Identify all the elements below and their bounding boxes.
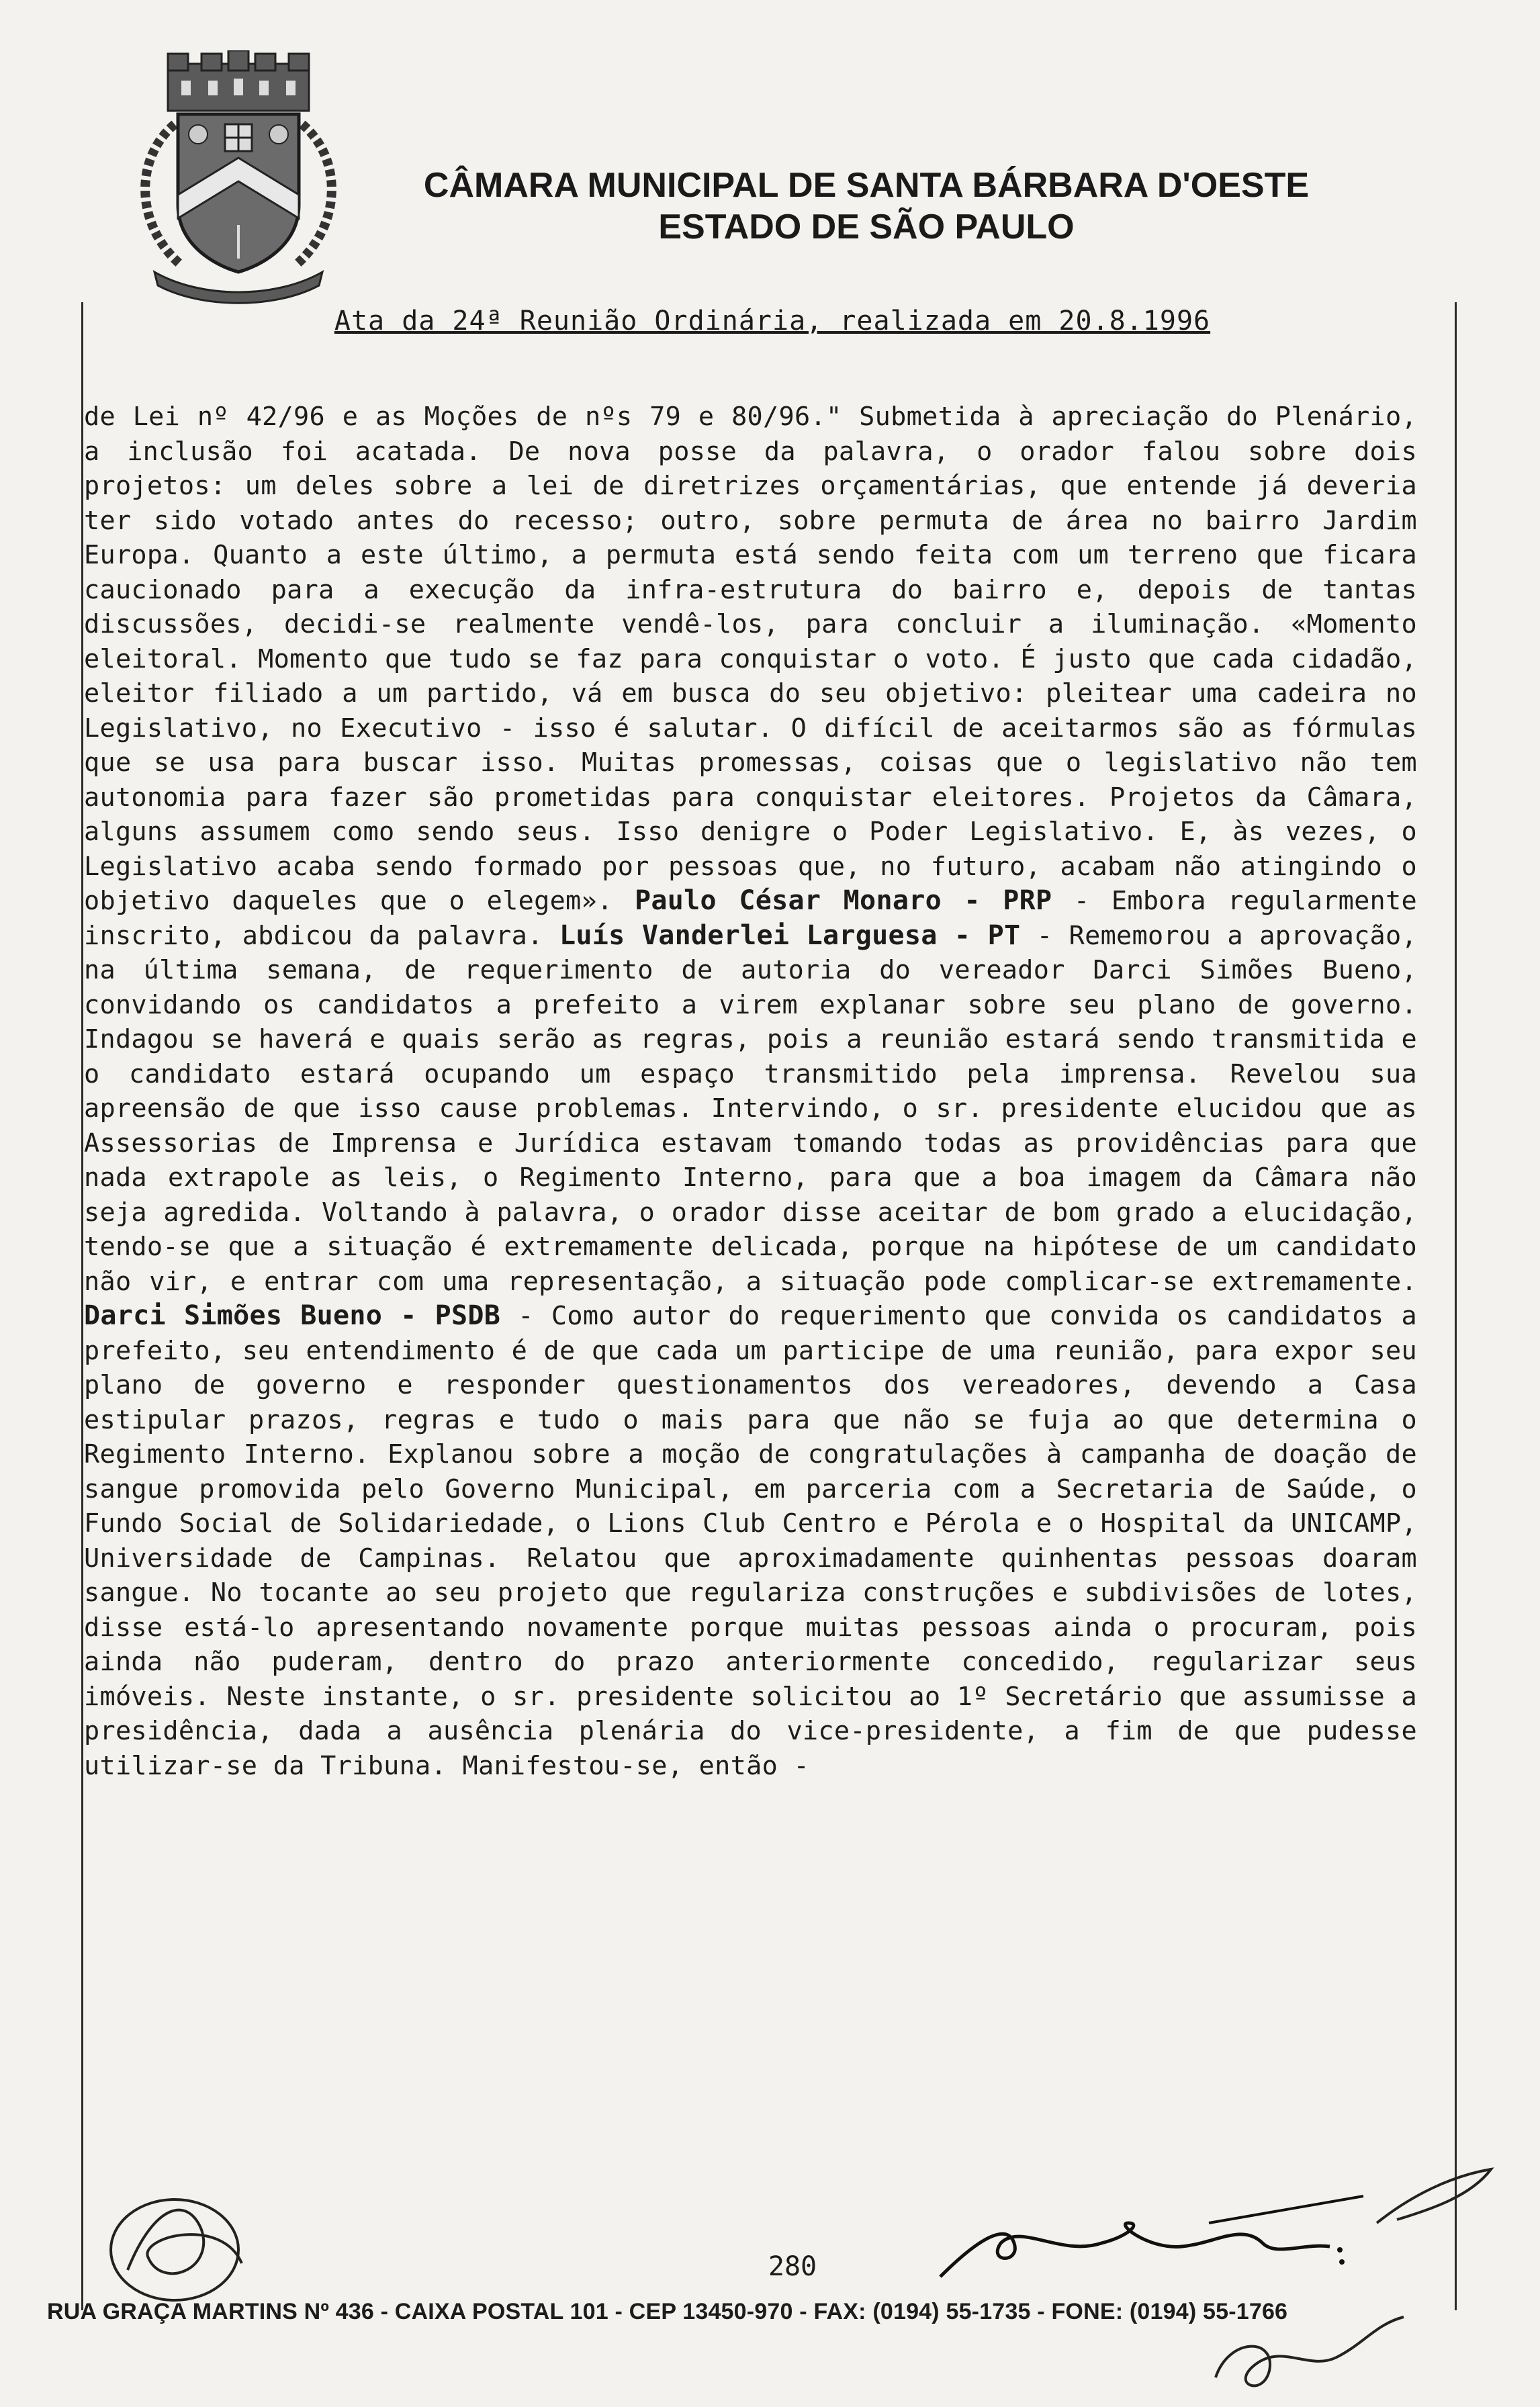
paragraph-3: - Rememorou a aprovação, na última semana, de requerimento de autoria do vereador Darci Simões Bueno, convidando os candidatos a prefeito a virem explanar sobre seu plano de governo. Indagou se haverá e quais serão as regras, pois a reunião estará sendo transmitida e o candidato estará ocupando um espaço transmitido pela imprensa. Revelou sua apreensão de que isso cause problemas. Intervindo, o sr. presidente elucidou que as Assessorias de Imprensa e Jurídica estavam tomando todas as providências para que nada extrapole as leis, o Regimento Interno, para que a boa imagem da Câmara não seja agredida. Voltando à palavra, o orador disse aceitar de bom grado a elucidação, tendo-se que a situação é extremamente delicada, porque na hipótese de um candidato não vir, e entrar com uma representação, a situação pode complicar-se extremamente. <box>84 920 1417 1297</box>
speaker-paulo-monaro: Paulo César Monaro - PRP <box>635 885 1052 916</box>
paragraph-2: - Embora regularmente inscrito, abdicou da palavra. <box>84 886 1417 951</box>
speaker-luis-larguesa: Luís Vanderlei Larguesa - PT <box>559 919 1021 951</box>
minutes-body <box>84 400 1417 1783</box>
page-number: 280 <box>768 2251 817 2282</box>
letterhead <box>403 165 1330 248</box>
signature-flourish-icon <box>1202 2310 1424 2404</box>
footer-address: RUA GRAÇA MARTINS Nº 436 - CAIXA POSTAL 101 - CEP 13450-970 - FAX: (0194) 55-1735 - FONE: (0194) 55-1766 <box>47 2299 1288 2324</box>
signature-bottom-right-icon <box>927 2183 1384 2290</box>
right-margin-rule <box>1455 302 1457 2310</box>
left-margin-rule <box>81 302 83 2310</box>
paragraph-1: de Lei nº 42/96 e as Moções de nºs 79 e 80/96." Submetida à apreciação do Plenário, a inclusão foi acatada. De nova posse da palavra, o orador falou sobre dois projetos: um deles sobre a lei de diretrizes orçamentárias, que entende já deveria ter sido votado antes do recesso; outro, sobre permuta de área no bairro Jardim Europa. Quanto a este último, a permuta está sendo feita com um terreno que ficara caucionado para a execução da infra-estrutura do bairro e, depois de tantas discussões, decidi-se realmente vendê-los, para concluir a iluminação. «Momento eleitoral. Momento que tudo se faz para conquistar o voto. É justo que cada cidadão, eleitor filiado a um partido, vá em busca do seu objetivo: pleitear uma cadeira no Legislativo, no Executivo - isso é salutar. O difícil de aceitarmos são as fórmulas que se usa para buscar isso. Muitas promessas, coisas que o legislativo não tem autonomia para fazer são prometidas para conquistar eleitores. Projetos da Câmara, alguns assumem como sendo seus. Isso denigre o Poder Legislativo. E, às vezes, o Legislativo acaba sendo formado por pessoas que, no futuro, acabam não atingindo o objetivo daqueles que o elegem». <box>84 402 1417 916</box>
institution-name: CÂMARA MUNICIPAL DE SANTA BÁRBARA D'OESTE <box>423 166 1310 205</box>
signature-initials-icon <box>1370 2156 1504 2236</box>
state-name: ESTADO DE SÃO PAULO <box>658 208 1075 246</box>
coat-of-arms-icon <box>128 50 349 306</box>
paragraph-4: - Como autor do requerimento que convida os candidatos a prefeito, seu entendimento é de que cada um participe de uma reunião, para expor seu plano de governo e responder questionamentos dos vereadores, devendo a Casa estipular prazos, regras e tudo o mais para que não se fuja ao que determina o Regimento Interno. Explanou sobre a moção de congratulações à campanha de doação de sangue promovida pelo Governo Municipal, em parceria com a Secretaria de Saúde, o Fundo Social de Solidariedade, o Lions Club Centro e Pérola e o Hospital da UNICAMP, Universidade de Campinas. Relatou que aproximadamente quinhentas pessoas doaram sangue. No tocante ao seu projeto que regulariza construções e subdivisões de lotes, disse está-lo apresentando novamente porque muitas pessoas ainda o procuram, pois ainda não puderam, dentro do prazo anteriormente concedido, regularizar seus imóveis. Neste instante, o sr. presidente solicitou ao 1º Secretário que assumisse a presidência, dada a ausência plenária do vice-presidente, a fim de que pudesse utilizar-se da Tribuna. Manifestou-se, então - <box>84 1301 1417 1781</box>
speaker-darci-bueno: Darci Simões Bueno - PSDB <box>84 1300 501 1331</box>
session-title: Ata da 24ª Reunião Ordinária, realizada em 20.8.1996 <box>334 306 1211 336</box>
signature-left-icon <box>87 2176 262 2324</box>
